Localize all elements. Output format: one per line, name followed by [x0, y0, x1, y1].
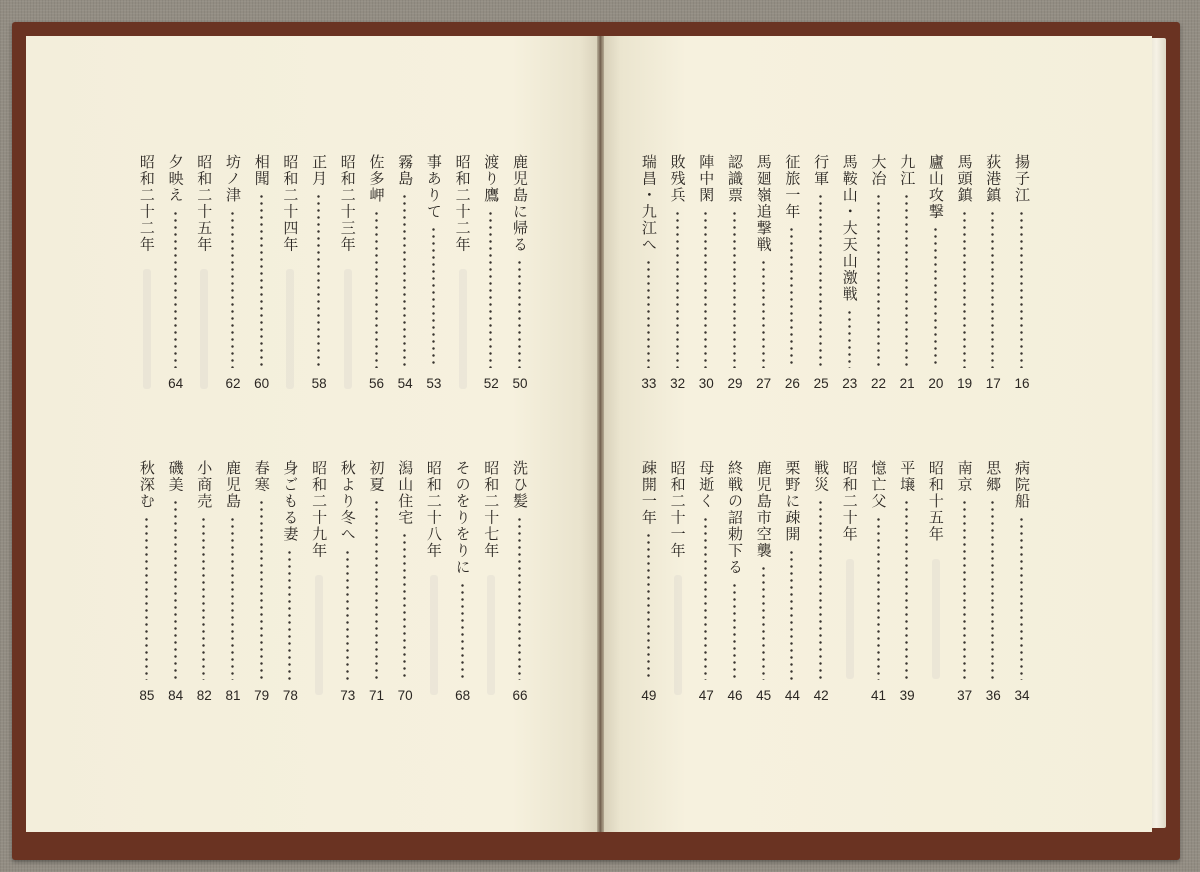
- leader-dots: [733, 210, 736, 369]
- leader-dots: [288, 549, 291, 681]
- toc-entry-title: 荻港鎮: [984, 154, 1003, 204]
- toc-page-number: 78: [282, 688, 298, 703]
- toc-entry: [723, 154, 747, 391]
- toc-page-number: 32: [670, 376, 686, 391]
- toc-entry-title: 母逝く: [697, 460, 716, 510]
- toc-entry: [895, 154, 919, 391]
- leader-dots: [790, 549, 793, 681]
- toc-page-number: 42: [813, 688, 829, 703]
- toc-entry-title: 鹿児島: [224, 460, 242, 510]
- toc-page-number: 22: [870, 376, 887, 391]
- toc-entry: [867, 154, 891, 391]
- show-through-shadow: [674, 575, 682, 695]
- toc-entry-title: 昭和二十七年: [482, 460, 501, 559]
- show-through-shadow: [315, 575, 323, 695]
- toc-entry: [192, 460, 216, 703]
- leader-dots: [963, 499, 966, 680]
- toc-page-number: 49: [641, 688, 657, 703]
- toc-entry-title: 昭和二十五年: [195, 154, 214, 253]
- toc-entry-title: 事ありて: [424, 154, 443, 220]
- toc-entry: [307, 154, 331, 391]
- toc-entry: [981, 460, 1005, 703]
- toc-entry-title: 小商売: [195, 460, 214, 510]
- toc-entry: [867, 460, 891, 703]
- toc-entry: [393, 154, 417, 391]
- toc-entry-title: 鹿児島市空襲: [754, 460, 773, 559]
- leader-dots: [346, 549, 349, 681]
- toc-page-number: 53: [426, 376, 442, 391]
- toc-page-number: 41: [870, 688, 887, 703]
- toc-page-number: 68: [455, 688, 471, 703]
- leader-dots: [704, 516, 707, 681]
- leader-dots: [647, 532, 650, 680]
- toc-entry-title: 戦災: [812, 460, 831, 493]
- toc-page-number: 46: [727, 688, 743, 703]
- toc-entry-title: 初夏: [367, 460, 386, 493]
- leader-dots: [934, 226, 937, 368]
- toc-entry-title: 昭和十五年: [926, 460, 945, 543]
- right-page: [604, 36, 1152, 832]
- toc-entry: [365, 460, 389, 703]
- toc-entry-title: 馬鞍山・大天山激戦: [840, 154, 859, 303]
- toc-page-number: 36: [985, 688, 1001, 703]
- toc-entry: [752, 460, 776, 703]
- toc-entry: [221, 460, 245, 703]
- show-through-shadow: [487, 575, 495, 695]
- toc-page-number: 58: [311, 376, 327, 391]
- leader-dots: [991, 499, 994, 680]
- toc-entry: [1010, 154, 1034, 391]
- toc-page-number: 66: [512, 688, 528, 703]
- toc-entry: [135, 154, 159, 253]
- toc-page-number: 50: [512, 376, 528, 391]
- toc-page-number: 44: [784, 688, 800, 703]
- toc-entry-title: 大冶: [869, 154, 888, 187]
- leader-dots: [260, 193, 263, 368]
- toc-entry: [164, 460, 188, 703]
- toc-entry: [365, 154, 389, 391]
- leader-dots: [317, 193, 320, 368]
- toc-page-number: 30: [698, 376, 714, 391]
- toc-entry: [508, 460, 532, 703]
- leader-dots: [877, 193, 880, 368]
- leader-dots: [375, 210, 378, 369]
- toc-page-number: 16: [1014, 376, 1030, 391]
- leader-dots: [1020, 516, 1023, 681]
- toc-entry: [723, 460, 747, 703]
- toc-entry-title: 昭和二十一年: [668, 460, 687, 559]
- toc-entry: [250, 460, 274, 703]
- toc-entry: [1010, 460, 1034, 703]
- leader-dots: [174, 210, 177, 369]
- toc-entry: [809, 154, 833, 391]
- leader-dots: [375, 499, 378, 680]
- toc-entry-title: 昭和二十年: [840, 460, 859, 543]
- leader-dots: [202, 516, 205, 681]
- toc-page-number: 45: [756, 688, 772, 703]
- leader-dots: [231, 210, 234, 369]
- toc-entry-title: 栗野に疎開: [783, 460, 802, 543]
- toc-entry: [637, 460, 661, 703]
- toc-entry-title: 坊ノ津: [224, 154, 242, 204]
- page-edges: [1150, 38, 1166, 828]
- leader-dots: [848, 309, 851, 369]
- leader-dots: [1020, 210, 1023, 369]
- toc-entry-title: 病院船: [1013, 460, 1031, 510]
- leader-dots: [518, 259, 521, 368]
- toc-entry-title: 昭和二十三年: [338, 154, 357, 253]
- toc-entry-title: 秋深む: [137, 460, 156, 510]
- leader-dots: [905, 193, 908, 368]
- toc-page-number: 62: [225, 376, 241, 391]
- leader-dots: [432, 226, 435, 368]
- toc-entry-title: 終戦の詔勅下る: [726, 460, 744, 576]
- toc-entry-title: 渡り鷹: [482, 154, 501, 204]
- toc-page-number: 33: [641, 376, 657, 391]
- toc-page-number: 56: [368, 376, 385, 391]
- toc-entry: [780, 154, 804, 391]
- leader-dots: [461, 582, 464, 681]
- leader-dots: [489, 210, 492, 369]
- leader-dots: [819, 499, 822, 680]
- toc-entry-title: 行軍: [812, 154, 831, 187]
- toc-entry-title: 夕映え: [166, 154, 185, 204]
- toc-entry: [752, 154, 776, 391]
- toc-entry-title: 敗残兵: [668, 154, 687, 204]
- leader-dots: [174, 499, 177, 680]
- toc-entry: [981, 154, 1005, 391]
- leader-dots: [991, 210, 994, 369]
- toc-page-number: 20: [928, 376, 944, 391]
- toc-entry: [451, 460, 475, 703]
- toc-entry-title: 昭和二十二年: [453, 154, 472, 253]
- leader-dots: [762, 259, 765, 368]
- show-through-shadow: [286, 269, 294, 389]
- toc-entry: [135, 460, 159, 703]
- toc-entry-title: 鹿児島に帰る: [511, 154, 529, 253]
- leader-dots: [260, 499, 263, 680]
- toc-page-number: 52: [483, 376, 499, 391]
- leader-dots: [518, 516, 521, 681]
- leader-dots: [790, 226, 793, 368]
- toc-entry-title: 瑞昌・九江へ: [639, 154, 658, 253]
- toc-entry: [336, 460, 360, 703]
- toc-entry: [451, 154, 475, 253]
- toc-page-number: 29: [727, 376, 743, 391]
- leader-dots: [905, 499, 908, 680]
- leader-dots: [403, 532, 406, 680]
- toc-page-number: 27: [756, 376, 772, 391]
- toc-page-number: 21: [899, 376, 915, 391]
- toc-page-number: 25: [813, 376, 829, 391]
- toc-entry: [666, 460, 690, 559]
- toc-page-number: 85: [139, 688, 155, 703]
- toc-entry-title: 認識票: [726, 154, 744, 204]
- toc-page-number: 26: [784, 376, 800, 391]
- show-through-shadow: [459, 269, 467, 389]
- toc-entry: [953, 460, 977, 703]
- leader-dots: [733, 582, 736, 681]
- toc-entry: [694, 460, 718, 703]
- leader-dots: [704, 210, 707, 369]
- toc-entry: [307, 460, 331, 559]
- show-through-shadow: [932, 559, 940, 679]
- toc-page-number: 82: [196, 688, 212, 703]
- toc-entry: [924, 460, 948, 543]
- toc-entry-title: 疎開一年: [639, 460, 658, 526]
- toc-page-number: 81: [225, 688, 241, 703]
- toc-entry-title: 揚子江: [1013, 154, 1031, 204]
- leader-dots: [647, 259, 650, 368]
- toc-page-number: 39: [899, 688, 915, 703]
- toc-entry: [637, 154, 661, 391]
- toc-page-number: 34: [1014, 688, 1030, 703]
- toc-page-number: 23: [842, 376, 858, 391]
- toc-entry-title: 佐多岬: [367, 154, 386, 204]
- toc-entry-title: 洗ひ髪: [511, 460, 529, 510]
- toc-entry-title: 昭和二十八年: [424, 460, 443, 559]
- toc-entry: [192, 154, 216, 253]
- toc-entry-title: 思郷: [984, 460, 1003, 493]
- toc-entry-title: 南京: [955, 460, 974, 493]
- toc-entry: [666, 154, 690, 391]
- toc-page-number: 37: [957, 688, 973, 703]
- toc-page-number: 64: [168, 376, 184, 391]
- leader-dots: [877, 516, 880, 681]
- toc-page-number: 60: [254, 376, 270, 391]
- toc-entry-title: 霧島: [396, 154, 415, 187]
- toc-entry: [336, 154, 360, 253]
- show-through-shadow: [430, 575, 438, 695]
- toc-page-number: 84: [168, 688, 184, 703]
- toc-entry: [953, 154, 977, 391]
- toc-entry-title: 昭和二十四年: [281, 154, 300, 253]
- leader-dots: [963, 210, 966, 369]
- toc-entry-title: 平壌: [898, 460, 917, 493]
- toc-entry-title: 馬廻嶺追撃戦: [754, 154, 773, 253]
- toc-entry: [164, 154, 188, 391]
- toc-entry-title: そのをりをりに: [453, 460, 472, 576]
- leader-dots: [231, 516, 234, 681]
- toc-page-number: 70: [397, 688, 413, 703]
- toc-page-number: 19: [957, 376, 973, 391]
- toc-entry: [221, 154, 245, 391]
- toc-entry-title: 相聞: [252, 154, 271, 187]
- leader-dots: [145, 516, 148, 681]
- leader-dots: [676, 210, 679, 369]
- toc-page-number: 73: [340, 688, 356, 703]
- toc-page-number: 17: [985, 376, 1001, 391]
- toc-page-number: 79: [254, 688, 270, 703]
- toc-entry-title: 磯美: [166, 460, 185, 493]
- toc-entry: [278, 154, 302, 253]
- show-through-shadow: [344, 269, 352, 389]
- toc-entry: [895, 460, 919, 703]
- toc-page-number: 71: [368, 688, 385, 703]
- toc-entry: [924, 154, 948, 391]
- toc-entry: [508, 154, 532, 391]
- toc-page-number: 47: [698, 688, 714, 703]
- toc-entry-title: 征旅一年: [783, 154, 802, 220]
- toc-entry-title: 九江: [898, 154, 917, 187]
- toc-entry-title: 陣中閑: [697, 154, 716, 204]
- toc-entry-title: 馬頭鎮: [955, 154, 974, 204]
- leader-dots: [819, 193, 822, 368]
- leader-dots: [403, 193, 406, 368]
- toc-entry-title: 秋より冬へ: [338, 460, 357, 543]
- show-through-shadow: [846, 559, 854, 679]
- toc-entry-title: 正月: [310, 154, 329, 187]
- toc-entry-title: 潟山住宅: [396, 460, 415, 526]
- toc-entry: [250, 154, 274, 391]
- toc-entry-title: 昭和二十二年: [137, 154, 156, 253]
- toc-entry: [393, 460, 417, 703]
- toc-entry-title: 昭和二十九年: [310, 460, 329, 559]
- toc-entry-title: 憶亡父: [869, 460, 888, 510]
- toc-entry: [479, 460, 503, 559]
- toc-entry: [838, 460, 862, 543]
- toc-entry: [422, 460, 446, 559]
- leader-dots: [762, 565, 765, 680]
- toc-entry: [838, 154, 862, 391]
- toc-entry-title: 春寒: [252, 460, 271, 493]
- toc-entry: [278, 460, 302, 703]
- toc-entry-title: 身ごもる妻: [281, 460, 300, 543]
- toc-entry: [479, 154, 503, 391]
- toc-entry: [422, 154, 446, 391]
- left-page: [26, 36, 598, 832]
- toc-page-number: 54: [397, 376, 413, 391]
- toc-entry: [809, 460, 833, 703]
- show-through-shadow: [200, 269, 208, 389]
- toc-entry: [780, 460, 804, 703]
- show-through-shadow: [143, 269, 151, 389]
- toc-entry: [694, 154, 718, 391]
- toc-entry-title: 廬山攻撃: [926, 154, 945, 220]
